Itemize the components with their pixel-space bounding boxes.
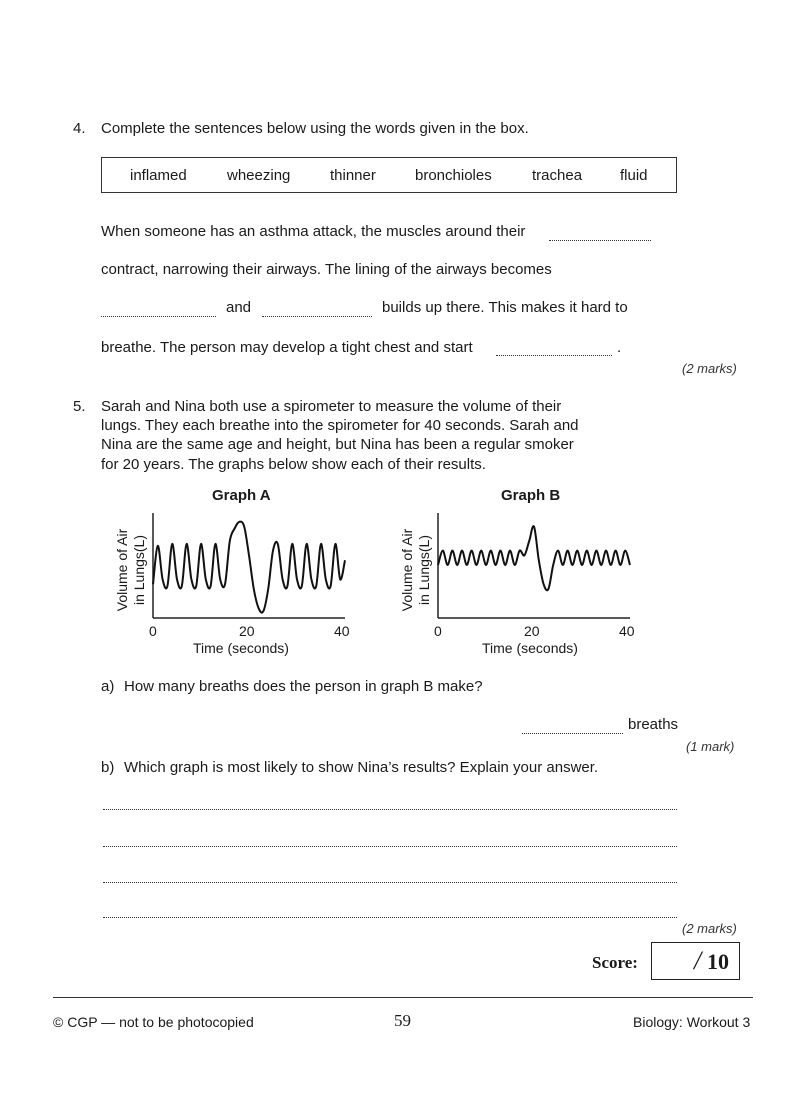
graph-a-ylabel-line-2: in Lungs(L) [131,534,147,606]
score-label: Score: [592,953,638,972]
q4-and: and [226,299,252,316]
graph-a-series-line [153,522,345,613]
q5b-label: b) [101,759,115,776]
q4-blank-1[interactable] [549,240,651,241]
q4-prompt: Complete the sentences below using the words given in the box. [101,120,529,137]
word-inflamed: inflamed [130,167,187,184]
graph-b-tick-20: 20 [524,623,540,639]
q5-intro-line-3: Nina are the same age and height, but Nina has been a regular smoker [101,436,574,453]
q4-blank-2[interactable] [101,316,216,317]
word-thinner: thinner [330,167,376,184]
q5-number: 5. [73,398,86,415]
graph-b-tick-40: 40 [619,623,635,639]
score-total: 10 [707,949,729,974]
word-box [101,157,677,193]
footer-book-title: Biology: Workout 3 [633,1014,751,1030]
q5a-marks: (1 mark) [686,739,735,754]
graph-b-ylabel-line-2: in Lungs(L) [416,534,432,606]
word-wheezing: wheezing [227,167,291,184]
q5a-answer-blank[interactable] [522,733,623,734]
word-fluid: fluid [620,167,648,184]
graph-a-xlabel: Time (seconds) [193,640,289,656]
q4-period: . [617,339,622,356]
graph-b-plot [430,505,640,625]
q5b-answer-line-4[interactable] [103,917,677,918]
q5a-label: a) [101,678,115,695]
q4-blank-4[interactable] [496,355,612,356]
q4-sentence-line-1: When someone has an asthma attack, the muscles around their [101,223,526,240]
graph-a-tick-40: 40 [334,623,350,639]
graph-b-tick-0: 0 [434,623,442,639]
graph-a-tick-20: 20 [239,623,255,639]
q5-intro-line-1: Sarah and Nina both use a spirometer to measure the volume of their [101,398,562,415]
q5b-marks: (2 marks) [682,921,737,936]
word-trachea: trachea [532,167,583,184]
q5b-answer-line-2[interactable] [103,846,677,847]
q5a-question: How many breaths does the person in graph B make? [124,678,483,695]
graph-b-xlabel: Time (seconds) [482,640,578,656]
q5-intro-line-2: lungs. They each breathe into the spirometer for 40 seconds. Sarah and [101,417,579,434]
graph-b-series-line [438,526,630,590]
q4-blank-3[interactable] [262,316,372,317]
graph-a-ylabel-line-1: Volume of Air [114,528,130,612]
graph-b-ylabel-line-1: Volume of Air [399,528,415,612]
graph-a-title: Graph A [212,487,271,504]
q4-sentence-line-3: builds up there. This makes it hard to [382,299,628,316]
q5b-answer-line-1[interactable] [103,809,677,810]
graph-a-tick-0: 0 [149,623,157,639]
graph-b-title: Graph B [501,487,561,504]
word-bronchioles: bronchioles [415,167,492,184]
q4-number: 4. [73,120,86,137]
q5-intro-line-4: for 20 years. The graphs below show each of their results. [101,456,486,473]
score-box[interactable] [651,942,740,980]
graph-a-plot [145,505,355,625]
q4-marks: (2 marks) [682,361,737,376]
q5b-answer-line-3[interactable] [103,882,677,883]
q4-sentence-line-4: breathe. The person may develop a tight chest and start [101,339,473,356]
score-slash: / [694,946,702,975]
page-number: 59 [394,1011,411,1030]
q5a-unit: breaths [628,716,679,733]
footer-copyright: © CGP — not to be photocopied [53,1014,254,1030]
q4-sentence-line-2: contract, narrowing their airways. The lining of the airways becomes [101,261,552,278]
q5b-question: Which graph is most likely to show Nina’s results? Explain your answer. [124,759,599,776]
footer-rule [53,997,753,998]
